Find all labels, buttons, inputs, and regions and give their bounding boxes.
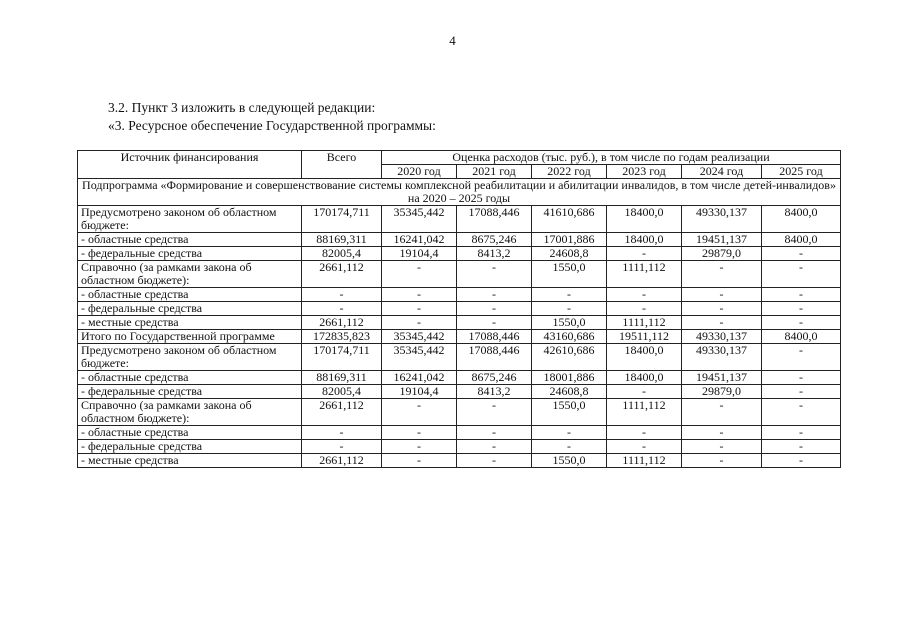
cell-y2021: - bbox=[457, 399, 532, 426]
cell-y2022: - bbox=[532, 288, 607, 302]
cell-y2021: - bbox=[457, 454, 532, 468]
cell-y2021: 17088,446 bbox=[457, 206, 532, 233]
table-row bbox=[78, 385, 841, 399]
cell-y2022: 41610,686 bbox=[532, 206, 607, 233]
paragraph-section-title: «3. Ресурсное обеспечение Государственной программы: bbox=[108, 118, 436, 133]
cell-total: - bbox=[302, 288, 382, 302]
header-year: 2023 год bbox=[607, 165, 682, 179]
cell-y2025: - bbox=[762, 385, 841, 399]
header-year: 2022 год bbox=[532, 165, 607, 179]
cell-y2023: - bbox=[607, 247, 682, 261]
cell-y2025: - bbox=[762, 399, 841, 426]
cell-y2025: 8400,0 bbox=[762, 206, 841, 233]
cell-y2021: 8413,2 bbox=[457, 385, 532, 399]
cell-y2024: - bbox=[682, 302, 762, 316]
cell-y2022: 18001,886 bbox=[532, 371, 607, 385]
cell-y2023: 1111,112 bbox=[607, 399, 682, 426]
cell-y2022: 1550,0 bbox=[532, 316, 607, 330]
table-row bbox=[78, 399, 841, 426]
cell-y2024: - bbox=[682, 288, 762, 302]
table-row bbox=[78, 330, 841, 344]
cell-y2024: - bbox=[682, 426, 762, 440]
cell-y2022: 1550,0 bbox=[532, 399, 607, 426]
cell-y2021: 17088,446 bbox=[457, 330, 532, 344]
table-row bbox=[78, 440, 841, 454]
header-source: Источник финансирования bbox=[78, 151, 302, 179]
cell-y2023: 1111,112 bbox=[607, 454, 682, 468]
cell-y2024: 49330,137 bbox=[682, 344, 762, 371]
cell-y2021: 8413,2 bbox=[457, 247, 532, 261]
header-year: 2020 год bbox=[382, 165, 457, 179]
paragraph-amendment: 3.2. Пункт 3 изложить в следующей редакции: bbox=[108, 100, 376, 115]
cell-y2024: - bbox=[682, 316, 762, 330]
cell-y2025: - bbox=[762, 344, 841, 371]
cell-y2025: - bbox=[762, 288, 841, 302]
cell-y2020: - bbox=[382, 302, 457, 316]
cell-y2025: - bbox=[762, 247, 841, 261]
cell-total: 2661,112 bbox=[302, 454, 382, 468]
cell-y2020: - bbox=[382, 440, 457, 454]
table-row bbox=[78, 261, 841, 288]
table-row bbox=[78, 316, 841, 330]
cell-y2025: - bbox=[762, 261, 841, 288]
cell-y2025: - bbox=[762, 454, 841, 468]
cell-y2020: 16241,042 bbox=[382, 233, 457, 247]
table-row bbox=[78, 288, 841, 302]
row-label: - федеральные средства bbox=[78, 302, 302, 316]
cell-y2022: 1550,0 bbox=[532, 454, 607, 468]
cell-y2024: 49330,137 bbox=[682, 330, 762, 344]
cell-y2024: 19451,137 bbox=[682, 371, 762, 385]
cell-y2024: - bbox=[682, 454, 762, 468]
cell-y2020: 19104,4 bbox=[382, 385, 457, 399]
cell-y2020: 35345,442 bbox=[382, 206, 457, 233]
cell-y2023: - bbox=[607, 440, 682, 454]
cell-y2023: 1111,112 bbox=[607, 316, 682, 330]
cell-y2023: - bbox=[607, 385, 682, 399]
table-row bbox=[78, 344, 841, 371]
row-label: - областные средства bbox=[78, 233, 302, 247]
funding-table bbox=[77, 150, 841, 468]
cell-y2022: 1550,0 bbox=[532, 261, 607, 288]
cell-y2025: - bbox=[762, 302, 841, 316]
cell-y2020: 35345,442 bbox=[382, 344, 457, 371]
cell-y2025: - bbox=[762, 426, 841, 440]
table-row bbox=[78, 371, 841, 385]
cell-y2023: - bbox=[607, 288, 682, 302]
cell-y2024: 29879,0 bbox=[682, 385, 762, 399]
cell-y2021: - bbox=[457, 426, 532, 440]
row-label: - федеральные средства bbox=[78, 385, 302, 399]
cell-y2021: 8675,246 bbox=[457, 371, 532, 385]
header-estimate: Оценка расходов (тыс. руб.), в том числе по годам реализации bbox=[382, 151, 841, 165]
cell-y2025: - bbox=[762, 371, 841, 385]
header-year: 2024 год bbox=[682, 165, 762, 179]
cell-y2023: 18400,0 bbox=[607, 344, 682, 371]
cell-y2020: 19104,4 bbox=[382, 247, 457, 261]
row-label: Справочно (за рамками закона об областном бюджете): bbox=[78, 261, 302, 288]
cell-total: 88169,311 bbox=[302, 233, 382, 247]
cell-total: 2661,112 bbox=[302, 316, 382, 330]
cell-y2022: 24608,8 bbox=[532, 247, 607, 261]
header-year: 2021 год bbox=[457, 165, 532, 179]
cell-y2024: - bbox=[682, 440, 762, 454]
cell-y2021: - bbox=[457, 288, 532, 302]
header-year: 2025 год bbox=[762, 165, 841, 179]
cell-y2023: 18400,0 bbox=[607, 371, 682, 385]
cell-y2022: - bbox=[532, 426, 607, 440]
table-row bbox=[78, 233, 841, 247]
cell-y2020: - bbox=[382, 288, 457, 302]
cell-total: 170174,711 bbox=[302, 344, 382, 371]
cell-y2024: 29879,0 bbox=[682, 247, 762, 261]
cell-y2022: 17001,886 bbox=[532, 233, 607, 247]
cell-y2021: - bbox=[457, 261, 532, 288]
cell-y2021: 17088,446 bbox=[457, 344, 532, 371]
cell-total: 82005,4 bbox=[302, 385, 382, 399]
cell-total: - bbox=[302, 440, 382, 454]
row-label: Итого по Государственной программе bbox=[78, 330, 302, 344]
row-label: Предусмотрено законом об областном бюджете: bbox=[78, 344, 302, 371]
row-label: - местные средства bbox=[78, 454, 302, 468]
cell-y2024: - bbox=[682, 261, 762, 288]
cell-y2020: 35345,442 bbox=[382, 330, 457, 344]
cell-y2022: 24608,8 bbox=[532, 385, 607, 399]
cell-y2024: 49330,137 bbox=[682, 206, 762, 233]
cell-y2021: - bbox=[457, 316, 532, 330]
cell-total: - bbox=[302, 426, 382, 440]
cell-total: 2661,112 bbox=[302, 261, 382, 288]
cell-y2023: - bbox=[607, 302, 682, 316]
cell-total: 2661,112 bbox=[302, 399, 382, 426]
cell-y2022: - bbox=[532, 440, 607, 454]
cell-y2023: 18400,0 bbox=[607, 206, 682, 233]
row-label: - федеральные средства bbox=[78, 247, 302, 261]
table-row bbox=[78, 426, 841, 440]
cell-y2025: 8400,0 bbox=[762, 233, 841, 247]
cell-y2023: - bbox=[607, 426, 682, 440]
row-label: - областные средства bbox=[78, 288, 302, 302]
cell-total: - bbox=[302, 302, 382, 316]
cell-y2025: - bbox=[762, 316, 841, 330]
cell-total: 170174,711 bbox=[302, 206, 382, 233]
cell-y2023: 18400,0 bbox=[607, 233, 682, 247]
row-label: - областные средства bbox=[78, 371, 302, 385]
header-total: Всего bbox=[302, 151, 382, 179]
row-label: - федеральные средства bbox=[78, 440, 302, 454]
table-row bbox=[78, 454, 841, 468]
cell-y2020: - bbox=[382, 426, 457, 440]
cell-y2024: 19451,137 bbox=[682, 233, 762, 247]
row-label: - местные средства bbox=[78, 316, 302, 330]
cell-y2021: - bbox=[457, 302, 532, 316]
subprogram-title: Подпрограмма «Формирование и совершенствование системы комплексной реабилитации и абилитации инвалидов, в том числе детей-инвалидов» на 2020 – 2025 годы bbox=[78, 179, 841, 206]
cell-y2022: 43160,686 bbox=[532, 330, 607, 344]
cell-y2021: - bbox=[457, 440, 532, 454]
row-label: - областные средства bbox=[78, 426, 302, 440]
cell-y2020: - bbox=[382, 454, 457, 468]
page-number: 4 bbox=[449, 33, 456, 48]
table-row bbox=[78, 247, 841, 261]
cell-y2020: - bbox=[382, 261, 457, 288]
table-row bbox=[78, 302, 841, 316]
cell-y2022: - bbox=[532, 302, 607, 316]
cell-total: 88169,311 bbox=[302, 371, 382, 385]
cell-y2021: 8675,246 bbox=[457, 233, 532, 247]
cell-y2023: 19511,112 bbox=[607, 330, 682, 344]
cell-y2025: 8400,0 bbox=[762, 330, 841, 344]
row-label: Справочно (за рамками закона об областном бюджете): bbox=[78, 399, 302, 426]
table-row bbox=[78, 206, 841, 233]
cell-y2020: - bbox=[382, 316, 457, 330]
cell-y2023: 1111,112 bbox=[607, 261, 682, 288]
cell-y2020: 16241,042 bbox=[382, 371, 457, 385]
row-label: Предусмотрено законом об областном бюджете: bbox=[78, 206, 302, 233]
cell-y2022: 42610,686 bbox=[532, 344, 607, 371]
cell-y2025: - bbox=[762, 440, 841, 454]
cell-total: 82005,4 bbox=[302, 247, 382, 261]
cell-total: 172835,823 bbox=[302, 330, 382, 344]
cell-y2024: - bbox=[682, 399, 762, 426]
cell-y2020: - bbox=[382, 399, 457, 426]
